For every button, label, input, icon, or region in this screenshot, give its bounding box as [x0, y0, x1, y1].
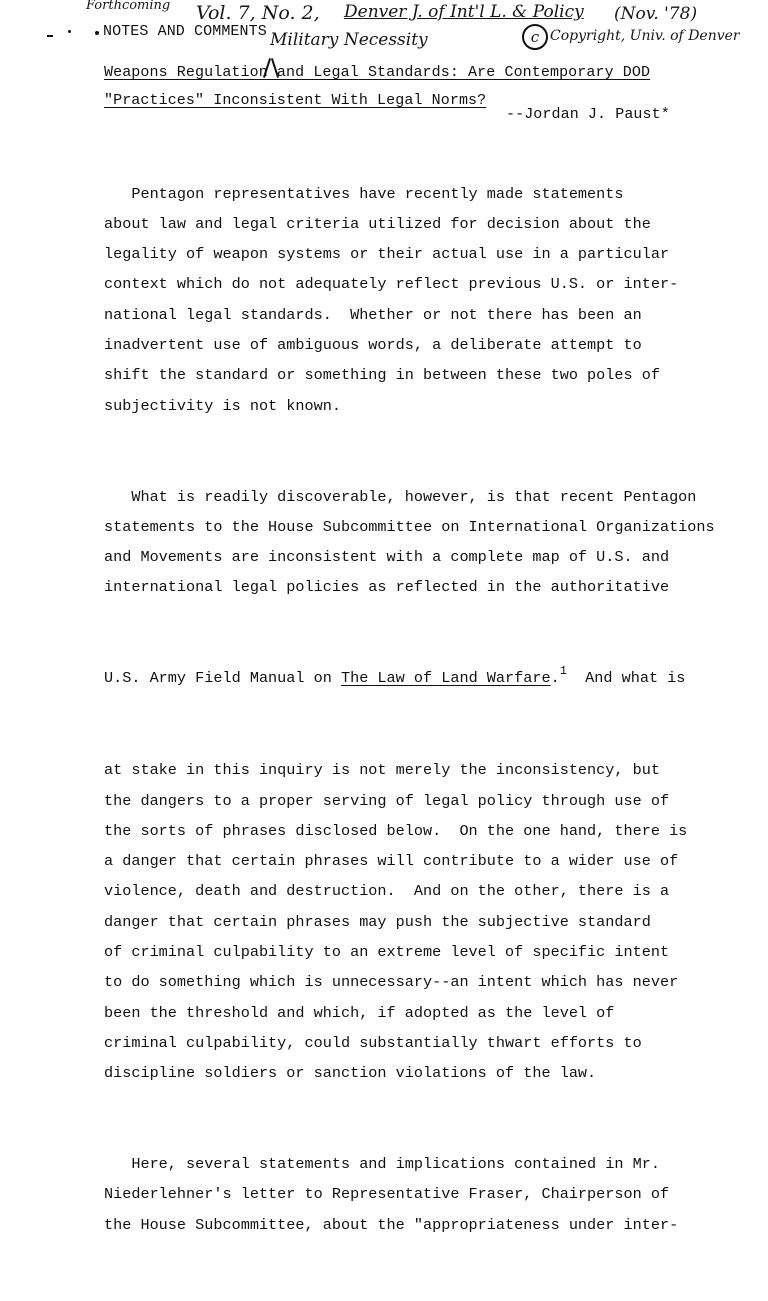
text-line: What is readily discoverable, however, is that recent Pentagon — [104, 487, 697, 506]
text-line: shift the standard or something in between these two poles of — [104, 366, 660, 385]
text-line: discipline soldiers or sanction violations of the law. — [104, 1064, 597, 1083]
paragraph-3 — [104, 1149, 724, 1240]
article-title-line-2: "Practices" Inconsistent With Legal Norms? — [104, 92, 487, 109]
field-manual-suffix: And what is — [566, 669, 686, 688]
author-byline: --Jordan J. Paust* — [506, 106, 670, 123]
section-heading: NOTES AND COMMENTS — [103, 23, 267, 40]
text-line: inadvertent use of ambiguous words, a deliberate attempt to — [104, 336, 642, 355]
article-body — [104, 118, 724, 1301]
text-line: national legal standards. Whether or not there has been an — [104, 305, 642, 324]
text-line: criminal culpability, could substantially thwart efforts to — [104, 1033, 642, 1052]
text-line: the dangers to a proper serving of legal policy through use of — [104, 791, 670, 810]
text-line: international legal policies as reflected in the authoritative — [104, 578, 670, 597]
handwritten-journal: Denver J. of Int'l L. & Policy — [344, 2, 584, 22]
text-line: to do something which is unnecessary--an intent which has never — [104, 973, 679, 992]
text-line: been the threshold and which, if adopted as the level of — [104, 1003, 615, 1022]
text-line: and Movements are inconsistent with a complete map of U.S. and — [104, 548, 670, 567]
handwritten-copyright: Copyright, Univ. of Denver — [550, 28, 740, 44]
article-title-line-1: Weapons Regulation and Legal Standards: Are Contemporary DOD — [104, 64, 651, 81]
text-line: statements to the House Subcommittee on International Organizations — [104, 517, 715, 536]
handwritten-date: (Nov. '78) — [614, 4, 698, 24]
text-line: violence, death and destruction. And on the other, there is a — [104, 882, 670, 901]
text-line: the sorts of phrases disclosed below. On the one hand, there is — [104, 821, 688, 840]
field-manual-prefix: U.S. Army Field Manual on — [104, 669, 341, 688]
paragraph-2-rest — [104, 755, 724, 1088]
handwritten-insert-military-necessity: Military Necessity — [270, 30, 428, 50]
text-line: subjectivity is not known. — [104, 396, 341, 415]
text-line: Niederlehner's letter to Representative Fraser, Chairperson of — [104, 1185, 670, 1204]
field-manual-period: . — [550, 669, 560, 688]
text-line: a danger that certain phrases will contribute to a wider use of — [104, 852, 679, 871]
footnote-marker: 1 — [559, 664, 567, 679]
text-line: at stake in this inquiry is not merely the inconsistency, but — [104, 761, 660, 780]
text-line: danger that certain phrases may push the subjective standard — [104, 912, 651, 931]
bullet-dot — [95, 31, 99, 35]
text-line: of criminal culpability to an extreme level of specific intent — [104, 943, 670, 962]
text-line: legality of weapon systems or their actual use in a particular — [104, 245, 670, 264]
paragraph-2-field-manual-line — [104, 663, 724, 694]
copyright-symbol-icon: c — [522, 24, 548, 50]
paragraph-2-start — [104, 482, 724, 603]
handwritten-volume: Vol. 7, No. 2, — [196, 2, 320, 24]
stray-mark — [68, 30, 71, 33]
text-line: the House Subcommittee, about the "appropriateness under inter- — [104, 1215, 679, 1234]
text-line: about law and legal criteria utilized for decision about the — [104, 214, 651, 233]
text-line: Pentagon representatives have recently made statements — [104, 184, 624, 203]
stray-mark — [47, 35, 53, 37]
field-manual-title: The Law of Land Warfare — [340, 669, 551, 688]
handwritten-forthcoming: Forthcoming — [86, 0, 171, 13]
text-line: Here, several statements and implications contained in Mr. — [104, 1155, 660, 1174]
text-line: context which do not adequately reflect previous U.S. or inter- — [104, 275, 679, 294]
paragraph-1 — [104, 179, 724, 421]
